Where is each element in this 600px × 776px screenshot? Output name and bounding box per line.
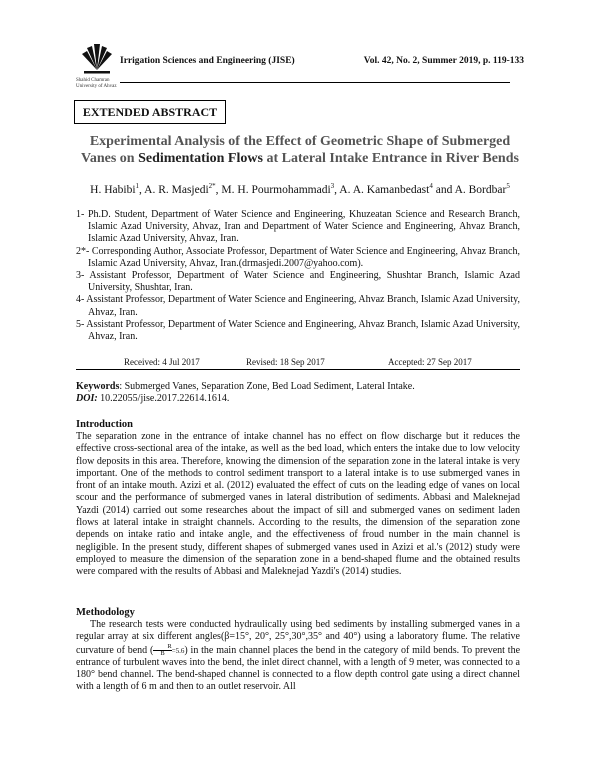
journal-name: Irrigation Sciences and Engineering (JISE)	[120, 56, 295, 66]
volume-info: Vol. 42, No. 2, Summer 2019, p. 119-133	[363, 56, 524, 66]
received-date: Received: 4 Jul 2017	[124, 357, 200, 367]
paper-title: Experimental Analysis of the Effect of Geometric Shape of Submerged Vanes on Sedimentation Flows at Lateral Intake Entrance in River Bends	[81, 134, 519, 166]
affiliation-item: 4- Assistant Professor, Department of Water Science and Engineering, Ahvaz Branch, Islamic Azad University, Ahvaz, Iran.	[76, 294, 520, 318]
ratio-fraction: $\frac{R}{B}$	[153, 644, 171, 657]
affiliation-item: 3- Assistant Professor, Department of Water Science and Engineering, Shushtar Branch, Islamic Azad University, Shushtar, Iran.	[76, 270, 520, 294]
extended-abstract-badge: EXTENDED ABSTRACT	[74, 100, 226, 124]
author-list: H. Habibi$^1$, A. R. Masjedi$^{2*}$, M. H. Pourmohammadi$^3$, A. A. Kamanbedast$^4$ and A. Bordbar$^5$	[90, 182, 510, 196]
methodology-heading: Methodology	[76, 607, 135, 618]
introduction-heading: Introduction	[76, 419, 133, 430]
affiliation-item: 5- Assistant Professor, Department of Water Science and Engineering, Ahvaz Branch, Islamic Azad University, Ahvaz, Iran.	[76, 318, 520, 343]
affiliation-item: 2*- Corresponding Author, Associate Professor, Department of Water Science and Engineering, Ahvaz Branch, Islamic Azad University, Ahvaz, Iran.(drmasjedi.2007@yahoo.com).	[76, 245, 520, 269]
keywords-block: Keywords: Submerged Vanes, Separation Zone, Bed Load Sediment, Lateral Intake. DOI: 10.22055/jise.2017.22614.1614.	[76, 381, 415, 404]
doi-link[interactable]: 10.22055/jise.2017.22614.1614.	[97, 393, 230, 404]
logo-caption: Shahid Chamran University of Ahvaz	[76, 78, 117, 89]
affiliation-item: 1- Ph.D. Student, Department of Water Science and Engineering, Khuzeatan Science and Research Branch, Islamic Azad University, Ahvaz, Iran and Department of Water Science and Engineering, Ahvaz Branch, Islamic Azad University, Ahvaz, Iran.	[76, 209, 520, 245]
introduction-body: The separation zone in the entrance of intake channel has no effect on flow discharge but it reduces the effective cross-sectional area of the intake, as well as the bed load, which enters the intake due to low velocity flow deposits in this area. Therefore, knowing the dimension of the separation zone in the lateral intake is very important. One of the methods to control sediment transport to a lateral intake is to use submerged vanes in front of an intake mouth. Azizi et al. (2012) evaluated the effect of cuts on the leading edge of vanes on local scour and the performance of submerged vanes in lateral distribution of sediments. Abbasi and Maleknejad Yazdi (2014) carried out some researches about the impact of sill and submerged vanes on sediment laden flows at lateral intake in straight channels. According to the results, the dimension of the separation zone depends on intake ratio and intake angle, and the effectiveness of froud number in the main channel is negligible. In the present study, different shapes of submerged vanes used in Azizi et al.'s (2012) study were employed to measure the dimension of the separation zone in a bend-shaped flume and the obtained results were compared with the results of Abbasi and Maleknejad Yazdi's (2014) studies.	[76, 431, 520, 578]
affiliations	[76, 209, 520, 343]
accepted-date: Accepted: 27 Sep 2017	[388, 357, 472, 367]
methodology-body: The research tests were conducted hydraulically using bed sediments by installing submerged vanes in a regular array at six different angles(β=15°, 20°, 25°,30°,35° and 40°) using a laboratory flume. The relative curvature of bend ( $\frac{R}{B}=5.6$) in the main channel places the bend in the category of mild bends. To prevent the entrance of turbulent waves into the bend, the inlet direct channel, with a length of 9 meter, was connected to a 180° bend channel. The bend-shaped channel is connected to a flow depth control gate using a direct channel with a length of 6 m and then to an outlet reservoir. All	[76, 619, 521, 693]
dates-rule	[76, 369, 520, 370]
header-rule	[120, 82, 510, 83]
revised-date: Revised: 18 Sep 2017	[246, 357, 325, 367]
